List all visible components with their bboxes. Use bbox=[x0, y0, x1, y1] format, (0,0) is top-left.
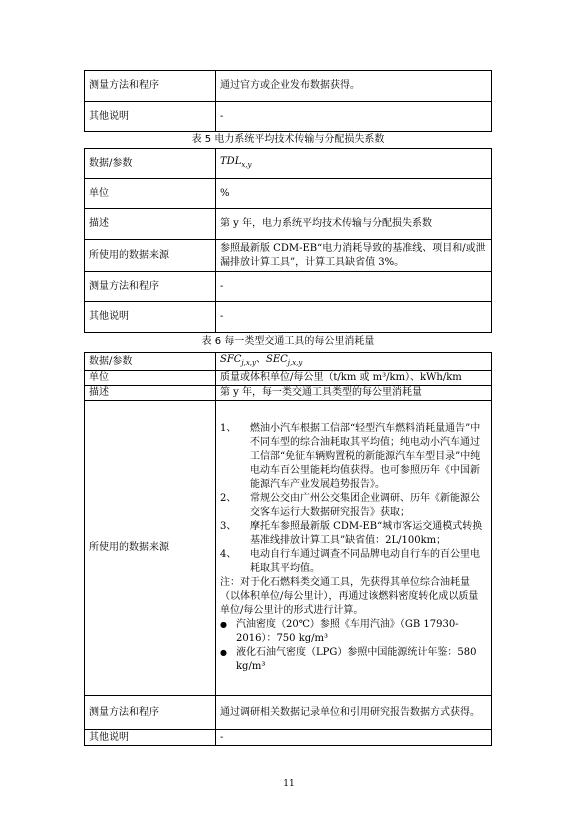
param-subscript: x,y bbox=[241, 161, 252, 169]
row-label: 其他说明 bbox=[85, 102, 216, 132]
symbol-separator: 、 bbox=[255, 354, 266, 365]
desc-label: 描述 bbox=[85, 209, 216, 240]
item-text: 常规公交由广州公交集团企业调研、历年《新能源公交客车运行大数据研究报告》获取； bbox=[250, 493, 480, 518]
table-row bbox=[85, 730, 492, 746]
table6-caption: 表 6 每一类型交通工具的每公里消耗量 bbox=[201, 336, 375, 347]
table-row bbox=[85, 240, 492, 272]
param-subscript: j,x,y bbox=[287, 359, 303, 367]
table-row bbox=[85, 71, 492, 102]
density-list bbox=[220, 618, 487, 674]
row-value: - bbox=[216, 102, 492, 132]
source-list bbox=[220, 422, 487, 576]
table5 bbox=[84, 148, 492, 333]
list-item bbox=[220, 520, 487, 548]
param-symbol-sec: SEC bbox=[265, 354, 288, 365]
bullet-icon: ● bbox=[220, 620, 227, 629]
method-value: - bbox=[216, 272, 492, 302]
row-value: 通过官方或企业发布数据获得。 bbox=[216, 71, 492, 102]
table-row bbox=[85, 696, 492, 730]
list-item bbox=[220, 646, 487, 674]
unit-label: 单位 bbox=[85, 371, 216, 386]
table-row bbox=[85, 149, 492, 179]
table-row bbox=[85, 401, 492, 696]
desc-value: 第 y 年，每一类交通工具类型的每公里消耗量 bbox=[216, 386, 492, 401]
unit-value: % bbox=[216, 179, 492, 209]
method-value: 通过调研相关数据记录单位和引用研究报告数据方式获得。 bbox=[216, 696, 492, 730]
page-number: 11 bbox=[283, 779, 295, 789]
item-number: 4、 bbox=[220, 549, 237, 560]
top-table bbox=[84, 70, 492, 132]
other-label: 其他说明 bbox=[85, 730, 216, 746]
item-text: 摩托车参照最新版 CDM-EB“城市客运交通模式转换基准线排放计算工具”缺省值：2L/100km； bbox=[250, 521, 483, 546]
list-item bbox=[220, 548, 487, 576]
table-row bbox=[85, 386, 492, 401]
other-label: 其他说明 bbox=[85, 302, 216, 333]
other-value: - bbox=[216, 730, 492, 746]
list-item bbox=[220, 422, 487, 492]
item-number: 1、 bbox=[220, 423, 237, 434]
table-row bbox=[85, 302, 492, 333]
table-row bbox=[85, 102, 492, 132]
desc-label: 描述 bbox=[85, 386, 216, 401]
source-note: 注：对于化石燃料类交通工具，先获得其单位综合油耗量（以体积单位/每公里计），再通过该燃料密度转化成以质量单位/每公里计的形式进行计算。 bbox=[220, 577, 479, 616]
bullet-icon: ● bbox=[220, 648, 227, 657]
method-label: 测量方法和程序 bbox=[85, 696, 216, 730]
param-label: 数据/参数 bbox=[85, 149, 216, 179]
table6 bbox=[84, 352, 492, 746]
param-symbol-sfc: SFC bbox=[220, 354, 242, 365]
item-number: 3、 bbox=[220, 521, 237, 532]
table5-caption: 表 5 电力系统平均技术传输与分配损失系数 bbox=[191, 134, 385, 145]
param-subscript: j,x,y bbox=[241, 359, 256, 367]
table-row bbox=[85, 353, 492, 371]
source-label: 所使用的数据来源 bbox=[85, 240, 216, 272]
table-row bbox=[85, 272, 492, 302]
param-label: 数据/参数 bbox=[85, 353, 216, 371]
other-value: - bbox=[216, 302, 492, 333]
list-item bbox=[220, 618, 487, 646]
row-label: 测量方法和程序 bbox=[85, 71, 216, 102]
table-row bbox=[85, 209, 492, 240]
bullet-text: 汽油密度（20℃）参照《车用汽油》（GB 17930-2016）：750 kg/m³ bbox=[236, 619, 459, 644]
list-item bbox=[220, 492, 487, 520]
unit-value: 质量或体积单位/每公里（t/km 或 m³/km）、kWh/km bbox=[216, 371, 492, 386]
source-label: 所使用的数据来源 bbox=[85, 401, 216, 696]
desc-value: 第 y 年，电力系统平均技术传输与分配损失系数 bbox=[216, 209, 492, 240]
item-text: 燃油小汽车根据工信部“轻型汽车燃料消耗量通告”中不同车型的综合油耗取其平均值；纯电动小汽车通过工信部“免征车辆购置税的新能源汽车车型目录”中纯电动车百公里能耗均值获得。也可参照历年《中国新能源汽车产业发展趋势报告》。 bbox=[250, 423, 481, 490]
param-symbol: TDL bbox=[220, 156, 242, 167]
item-text: 电动自行车通过调查不同品牌电动自行车的百公里电耗取其平均值。 bbox=[250, 549, 480, 574]
param-value bbox=[216, 353, 492, 371]
param-value bbox=[216, 149, 492, 179]
table-row bbox=[85, 371, 492, 386]
method-label: 测量方法和程序 bbox=[85, 272, 216, 302]
item-number: 2、 bbox=[220, 493, 237, 504]
table-row bbox=[85, 179, 492, 209]
bullet-text: 液化石油气密度（LPG）参照中国能源统计年鉴：580 kg/m³ bbox=[236, 647, 477, 672]
unit-label: 单位 bbox=[85, 179, 216, 209]
source-value bbox=[216, 401, 492, 696]
source-value: 参照最新版 CDM-EB“电力消耗导致的基准线、项目和/或泄漏排放计算工具”，计算工具缺省值 3%。 bbox=[216, 240, 492, 272]
